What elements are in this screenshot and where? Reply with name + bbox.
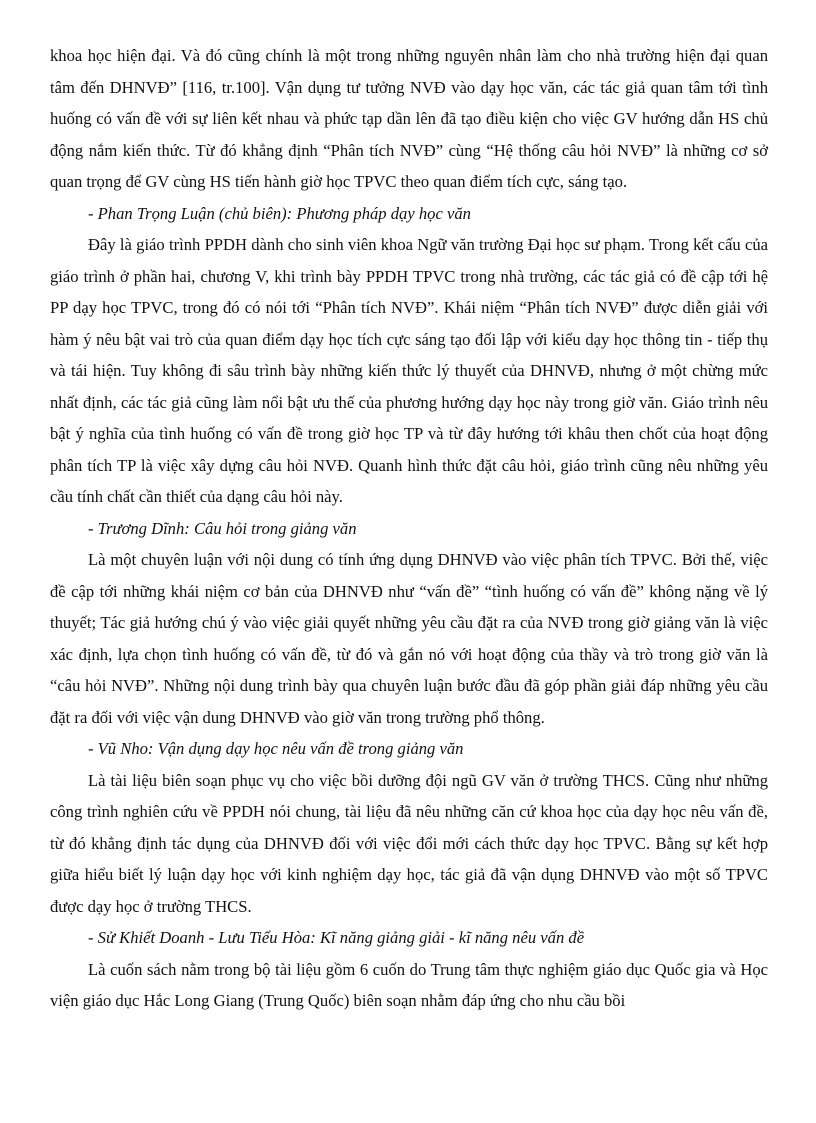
paragraph-intro: khoa học hiện đại. Và đó cũng chính là một trong những nguyên nhân làm cho nhà trường hiện đại quan tâm đến DHNVĐ” [116, tr.100]. Vận dụng tư tưởng NVĐ vào dạy học văn, các tác giả quan tâm tới tình huống có vấn đề với sự liên kết nhau và phức tạp dần lên đã tạo điều kiện cho việc GV hướng dẫn HS chủ động nắm kiến thức. Từ đó khẳng định “Phân tích NVĐ” cùng “Hệ thống câu hỏi NVĐ” là những cơ sở quan trọng để GV cùng HS tiến hành giờ học TPVC theo quan điểm tích cực, sáng tạo.: [50, 46, 768, 191]
paragraph-su-khiet-doanh: Là cuốn sách nằm trong bộ tài liệu gồm 6 cuốn do Trung tâm thực nghiệm giáo dục Quốc gia và Học viện giáo dục Hắc Long Giang (Trung Quốc) biên soạn nhằm đáp ứng cho nhu cầu bồi: [50, 959, 768, 1010]
paragraph-phan-trong-luan: Đây là giáo trình PPDH dành cho sinh viên khoa Ngữ văn trường Đại học sư phạm. Trong kết cấu của giáo trình ở phần hai, chương V, khi trình bày PPDH TPVC trong nhà trường, các tác giả có đề cập tới hệ PP dạy học TPVC, trong đó có nói tới “Phân tích NVĐ”. Khái niệm “Phân tích NVĐ” được diễn giải với hàm ý nêu bật vai trò của quan điểm dạy học tích cực sáng tạo đối lập với kiểu dạy học thông tin - tiếp thụ và tái hiện. Tuy không đi sâu trình bày những kiến thức lý thuyết của DHNVĐ, nhưng ở một chừng mức nhất định, các tác giả cũng làm nổi bật ưu thế của phương hướng dạy học này trong giờ văn. Giáo trình nêu bật ý nghĩa của tình huống có vấn đề trong giờ học TP và từ đây hướng tới khâu then chốt của hoạt động phân tích TP là việc xây dựng câu hỏi NVĐ. Quanh hình thức đặt câu hỏi, giáo trình cũng nêu những yêu cầu tính chất cần thiết của dạng câu hỏi này.: [50, 235, 768, 506]
paragraph-truong-dinh: Là một chuyên luận với nội dung có tính ứng dụng DHNVĐ vào việc phân tích TPVC. Bởi thế, việc đề cập tới những khái niệm cơ bản của DHNVĐ như “vấn đề” “tình huống có vấn đề” không nặng về lý thuyết; Tác giả hướng chú ý vào việc giải quyết những yêu cầu đặt ra của NVĐ trong giờ giảng văn là việc xác định, lựa chọn tình huống có vấn đề, từ đó và gắn nó với hoạt động của thầy và trò trong giờ văn là “câu hỏi NVĐ”. Những nội dung trình bày qua chuyên luận bước đầu đã góp phần giải đáp những yêu cầu đặt ra đối với việc vận dung DHNVĐ vào giờ văn trong trường phổ thông.: [50, 550, 768, 727]
section-heading-truong-dinh: - Trương Dĩnh: Câu hỏi trong giảng văn: [88, 518, 357, 538]
section-heading-su-khiet-doanh: - Sử Khiết Doanh - Lưu Tiểu Hòa: Kĩ năng giảng giải - kĩ năng nêu vấn đề: [88, 928, 585, 947]
paragraph-vu-nho: Là tài liệu biên soạn phục vụ cho việc bồi dưỡng đội ngũ GV văn ở trường THCS. Cũng như những công trình nghiên cứu về PPDH nói chung, tài liệu đã nêu những căn cứ khoa học của dạy học nêu vấn đề, từ đó khẳng định tác dụng của DHNVĐ đối với việc đổi mới cách thức dạy học TPVC. Bằng sự kết hợp giữa hiểu biết lý luận dạy học với kinh nghiệm dạy học, tác giả đã vận dụng DHNVĐ vào một số TPVC được dạy học ở trường THCS.: [50, 770, 768, 916]
section-heading-vu-nho: - Vũ Nho: Vận dụng dạy học nêu vấn đề trong giảng văn: [88, 739, 464, 758]
section-heading-phan-trong-luan: - Phan Trọng Luận (chủ biên): Phương pháp dạy học văn: [88, 203, 471, 223]
document-page: [50, 40, 768, 1017]
